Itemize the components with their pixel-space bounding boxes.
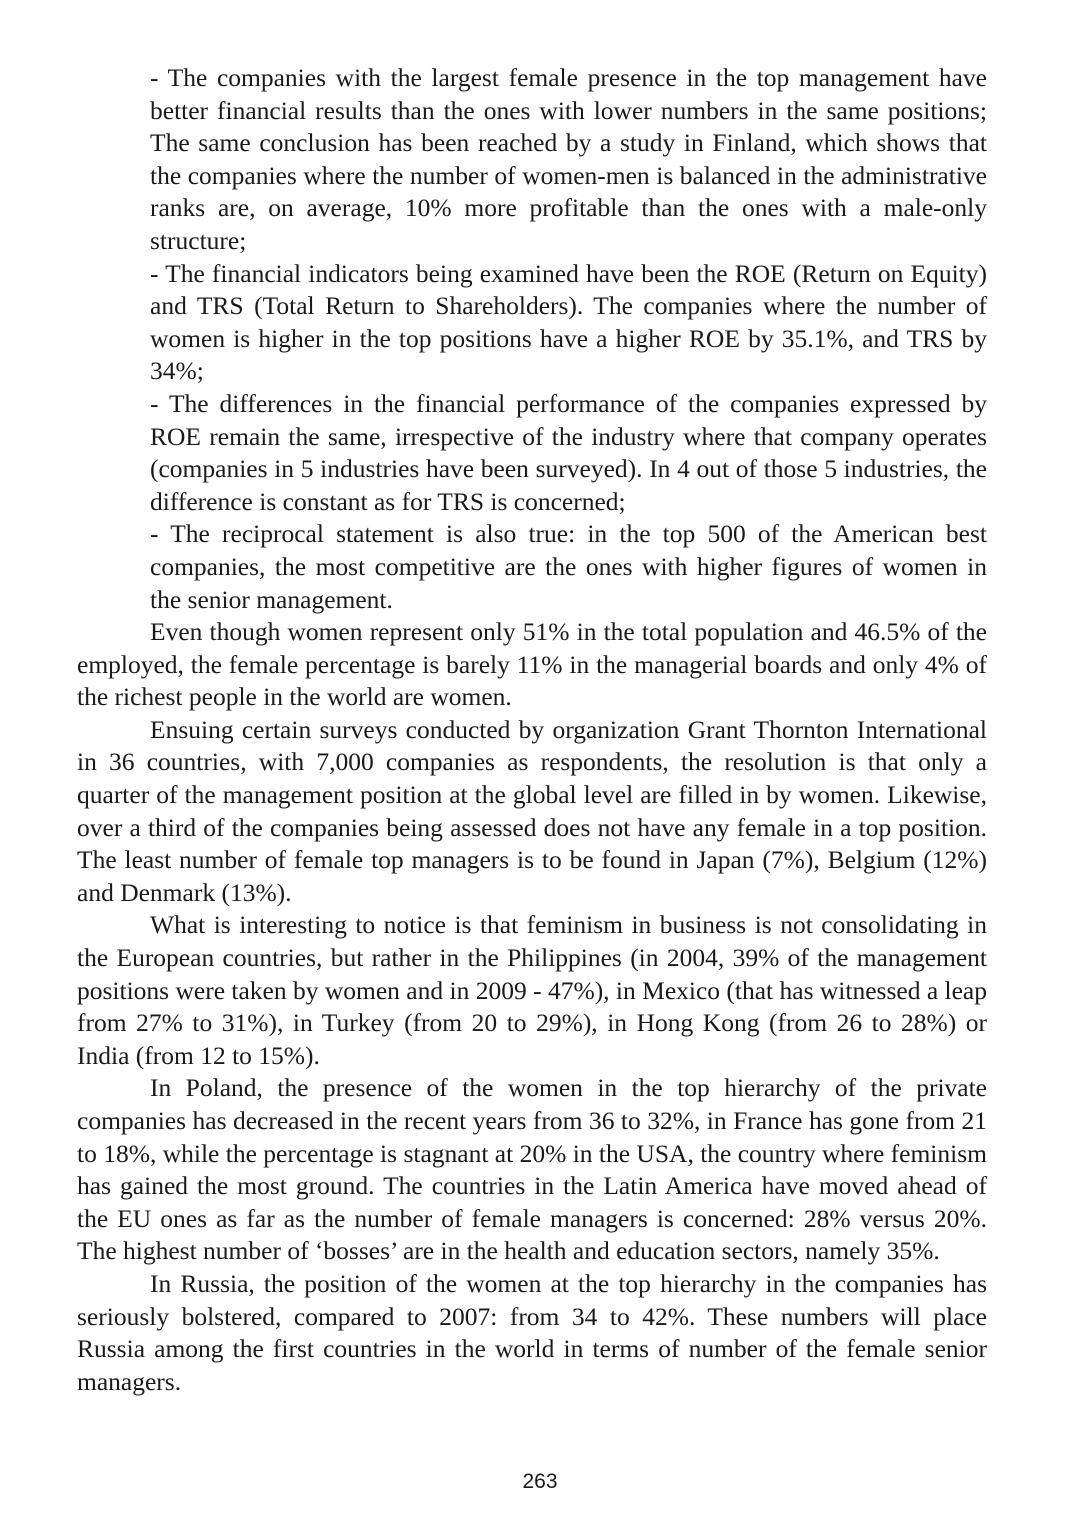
bullet-roe-differences: - The differences in the financial performance of the companies expressed by ROE remain the same, irrespective of the industry where that company operates (companies in 5 industries have been surveyed). In 4 out of those 5 industries, the difference is constant as for TRS is concerned; <box>150 388 987 516</box>
paragraph-feminism-by-country: What is interesting to notice is that feminism in business is not consolidating in the European countries, but rather in the Philippines (in 2004, 39% of the management positions were taken by women and in 2009 - 47%), in Mexico (that has witnessed a leap from 27% to 31%), in Turkey (from 20 to 29%), in Hong Kong (from 26 to 28%) or India (from 12 to 15%). <box>77 910 987 1070</box>
paragraph-grant-thornton-survey: Ensuing certain surveys conducted by organization Grant Thornton International in 36 countries, with 7,000 companies as respondents, the resolution is that only a quarter of the management position at the global level are filled in by women. Likewise, over a third of the companies being assessed does not have any female in a top position. The least number of female top managers is to be found in Japan (7%), Belgium (12%) and Denmark (13%). <box>77 714 987 907</box>
paragraph-poland-france-usa: In Poland, the presence of the women in the top hierarchy of the private companies has decreased in the recent years from 36 to 32%, in France has gone from 21 to 18%, while the percentage is stagnant at 20% in the USA, the country where feminism has gained the most ground. The countries in the Latin America have moved ahead of the EU ones as far as the number of female managers is concerned: 28% versus 20%. The highest number of ‘bosses’ are in the health and education sectors, namely 35%. <box>77 1073 987 1266</box>
bullet-female-presence-results: - The companies with the largest female presence in the top management have better financial results than the ones with lower numbers in the same positions; The same conclusion has been reached by a study in Finland, which shows that the companies where the number of women-men is balanced in the administrative ranks are, on average, 10% more profitable than the ones with a male-only structure; <box>150 63 987 255</box>
bullet-financial-indicators: - The financial indicators being examined have been the ROE (Return on Equity) and TRS (Total Return to Shareholders). The companies where the number of women is higher in the top positions have a higher ROE by 35.1%, and TRS by 34%; <box>150 258 987 386</box>
page-number: 263 <box>522 1470 558 1493</box>
paragraph-russia: In Russia, the position of the women at the top hierarchy in the companies has seriously bolstered, compared to 2007: from 34 to 42%. These numbers will place Russia among the first countries in the world in terms of number of the female senior managers. <box>77 1268 987 1396</box>
paragraph-population-share: Even though women represent only 51% in the total population and 46.5% of the employed, the female percentage is barely 11% in the managerial boards and only 4% of the richest people in the world are women. <box>77 617 987 712</box>
page-body <box>77 62 987 1398</box>
bullet-reciprocal-statement: - The reciprocal statement is also true: in the top 500 of the American best companies, the most competitive are the ones with higher figures of women in the senior management. <box>150 519 987 614</box>
